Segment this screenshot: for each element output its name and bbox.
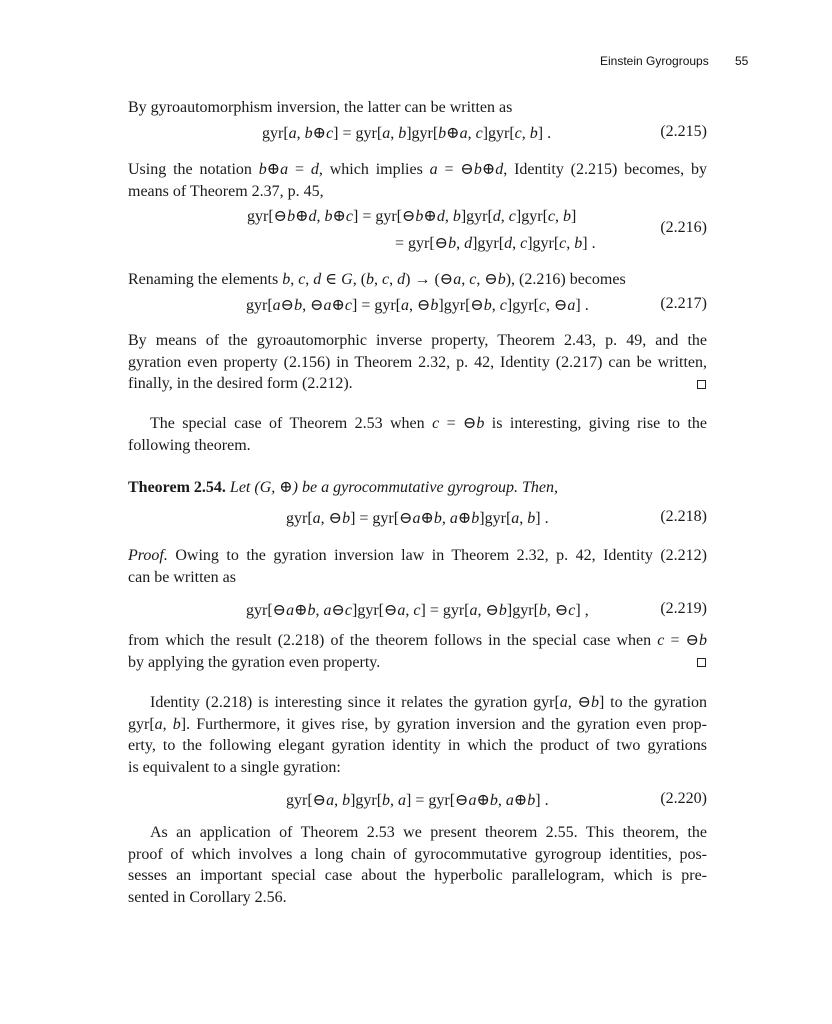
text-line: By gyroautomorphism inversion, the latter can be written as [128, 99, 513, 116]
text-line: The special case of Theorem 2.53 when c = ⊖b is interesting, giving rise to the [150, 415, 707, 432]
paragraph-4 [128, 330, 707, 395]
text-line: means of Theorem 2.37, p. 45, [128, 182, 324, 200]
text-line: Identity (2.218) is interesting since it relates the gyration gyr[a, ⊖b] to the gyration [150, 694, 708, 711]
text-line: by applying the gyration even property. [128, 653, 381, 671]
equation-number: (2.218) [660, 508, 707, 525]
equation-2-215: gyr[a, b⊕c] = gyr[a, b]gyr[b⊕a, c]gyr[c, b] . [262, 125, 552, 142]
text-line: following theorem. [128, 436, 251, 454]
equation-number: (2.217) [660, 295, 707, 312]
text-line: Renaming the elements b, c, d ∈ G, (b, c, d) → (⊖a, c, ⊖b), (2.216) becomes [128, 271, 626, 288]
page-number: 55 [735, 54, 749, 68]
running-title: Einstein Gyrogroups [600, 54, 709, 68]
proof-label: Proof. [128, 547, 168, 564]
text-line: gyr[a, b]. Furthermore, it gives rise, by gyration inversion and the gyration even prop- [128, 715, 708, 733]
text-line: erty, to the following elegant gyration identity in which the product of two gyrations [128, 737, 707, 754]
qed-symbol [697, 658, 706, 667]
text-line: gyration even property (2.156) in Theorem 2.32, p. 42, Identity (2.217) can be written, [128, 353, 707, 371]
proof [128, 545, 707, 588]
paragraph-1 [128, 97, 707, 119]
text-line: As an application of Theorem 2.53 we present theorem 2.55. This theorem, the [150, 824, 707, 841]
equation-2-220: gyr[⊖a, b]gyr[b, a] = gyr[⊖a⊕b, a⊕b] . [286, 792, 549, 809]
paragraph-6 [128, 630, 707, 673]
text-line: is equivalent to a single gyration: [128, 758, 341, 776]
theorem-label: Theorem 2.54. [128, 479, 226, 496]
paragraph-8 [128, 822, 707, 908]
equation-2-216-line-2: = gyr[⊖b, d]gyr[d, c]gyr[c, b] . [395, 235, 596, 252]
text-line: sented in Corollary 2.56. [128, 888, 287, 906]
text-line: from which the result (2.218) of the theorem follows in the special case when c = ⊖b [128, 632, 707, 649]
paragraph-2 [128, 159, 707, 202]
text-line: Owing to the gyration inversion law in Theorem 2.32, p. 42, Identity (2.212) [175, 547, 707, 564]
text-line: finally, in the desired form (2.212). [128, 375, 353, 392]
equation-number: (2.215) [660, 123, 707, 140]
text-line: proof of which involves a long chain of gyrocommutative gyrogroup identities, pos- [128, 845, 707, 863]
theorem-2-54 [128, 477, 707, 499]
equation-number: (2.216) [660, 219, 707, 236]
paragraph-7 [128, 692, 707, 778]
equation-2-218: gyr[a, ⊖b] = gyr[⊖a⊕b, a⊕b]gyr[a, b] . [286, 510, 549, 527]
equation-number: (2.220) [660, 790, 707, 807]
paragraph-5 [128, 413, 707, 456]
text-line: Using the notation b⊕a = d, which implies a = ⊖b⊕d, Identity (2.215) becomes, by [128, 161, 708, 178]
text-line: By means of the gyroautomorphic inverse property, Theorem 2.43, p. 49, and the [128, 332, 707, 349]
equation-number: (2.219) [660, 600, 707, 617]
text-line: sesses an important special case about the hyperbolic parallelogram, which is pre- [128, 867, 707, 884]
equation-2-216-line-1: gyr[⊖b⊕d, b⊕c] = gyr[⊖b⊕d, b]gyr[d, c]gyr[c, b] [247, 208, 577, 225]
theorem-statement: Let (G, ⊕) be a gyrocommutative gyrogroup. Then, [229, 479, 558, 496]
qed-symbol [697, 380, 706, 389]
equation-2-217: gyr[a⊖b, ⊖a⊕c] = gyr[a, ⊖b]gyr[⊖b, c]gyr[c, ⊖a] . [246, 297, 589, 314]
equation-2-219: gyr[⊖a⊕b, a⊖c]gyr[⊖a, c] = gyr[a, ⊖b]gyr[b, ⊖c] , [246, 602, 589, 619]
paragraph-3 [128, 269, 707, 291]
text-line: can be written as [128, 568, 236, 586]
